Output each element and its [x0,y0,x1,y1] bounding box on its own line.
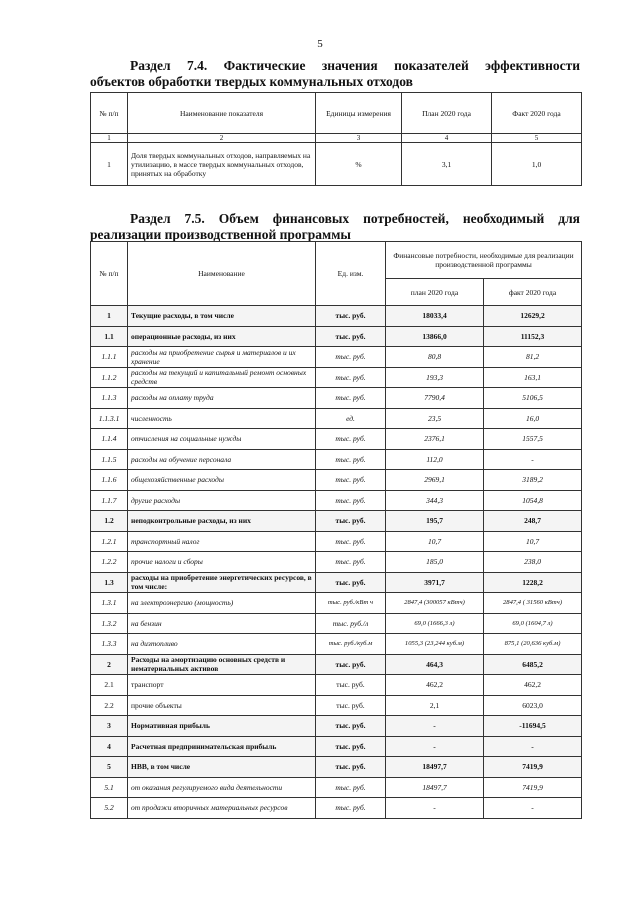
header-number: № п/п [91,242,128,306]
index-cell: 1 [91,134,128,143]
table-row [91,695,582,716]
fact-value: - [484,736,582,757]
table-row [91,716,582,737]
fact-value: - [484,798,582,819]
fact-value: 1,0 [492,143,582,186]
item-name: на бензин [128,613,316,634]
fact-value: 1054,8 [484,490,582,511]
row-number: 1.3.2 [91,613,128,634]
item-name: на электроэнергию (мощность) [128,593,316,614]
header-fact: факт 2020 года [484,279,582,306]
row-number: 1.1.1 [91,347,128,368]
plan-value: 2376,1 [386,429,484,450]
section-7-5-heading-line2: реализации производственной программы [90,227,351,242]
header-cell: Факт 2020 года [492,93,582,134]
row-number: 5.1 [91,777,128,798]
row-number: 1.1.3.1 [91,408,128,429]
header-cell: План 2020 года [402,93,492,134]
table-row [91,552,582,573]
row-number: 1 [91,306,128,327]
page-number: 5 [317,38,323,50]
unit-cell: тыс. руб./кВт ч [316,593,386,614]
row-number: 2 [91,654,128,675]
index-cell: 5 [492,134,582,143]
unit-cell: тыс. руб. [316,572,386,593]
row-number: 2.2 [91,695,128,716]
row-number: 2.1 [91,675,128,696]
item-name: общехозяйственные расходы [128,470,316,491]
item-name: расходы на приобретение энергетических ресурсов, в том числе: [128,572,316,593]
table-row [91,634,582,655]
item-name: от оказания регулируемого вида деятельности [128,777,316,798]
table-row [91,613,582,634]
plan-value: 2969,1 [386,470,484,491]
unit-cell: тыс. руб. [316,511,386,532]
unit-cell: тыс. руб. [316,367,386,388]
index-cell: 2 [128,134,316,143]
unit-cell: тыс. руб. [316,490,386,511]
fact-value: 163,1 [484,367,582,388]
fact-value: 10,7 [484,531,582,552]
index-cell: 3 [316,134,402,143]
row-number: 1.1.7 [91,490,128,511]
plan-value: 18497,7 [386,757,484,778]
item-name: на дизтопливо [128,634,316,655]
table-row [91,593,582,614]
table-row [91,449,582,470]
fact-value: 16,0 [484,408,582,429]
table-row [91,388,582,409]
unit-cell: тыс. руб. [316,449,386,470]
unit-cell: тыс. руб. [316,429,386,450]
section-7-4-heading-line1: Раздел 7.4. Фактические значения показателей эффективности [130,58,580,73]
plan-value: 10,7 [386,531,484,552]
fact-value: 6485,2 [484,654,582,675]
row-number: 1.1 [91,326,128,347]
item-name: Нормативная прибыль [128,716,316,737]
unit-cell: тыс. руб. [316,326,386,347]
plan-value: 462,2 [386,675,484,696]
section-7-4-heading [90,58,580,90]
unit-cell: тыс. руб. [316,757,386,778]
unit-cell: тыс. руб. [316,695,386,716]
header-name: Наименование [128,242,316,306]
item-name: расходы на текущий и капитальный ремонт основных средств [128,367,316,388]
unit-cell: тыс. руб. [316,716,386,737]
fact-value: - [484,449,582,470]
plan-value: 193,3 [386,367,484,388]
fact-value: 81,2 [484,347,582,368]
fact-value: 248,7 [484,511,582,532]
index-cell: 4 [402,134,492,143]
plan-value: 13866,0 [386,326,484,347]
unit-cell: тыс. руб. [316,777,386,798]
table-row [91,572,582,593]
unit-cell: ед. [316,408,386,429]
table-row [91,326,582,347]
item-name: прочие налоги и сборы [128,552,316,573]
fact-value: 11152,3 [484,326,582,347]
table-row [91,798,582,819]
financial-needs-table-body [91,242,582,819]
row-number: 5 [91,757,128,778]
plan-value: 195,7 [386,511,484,532]
fact-value: 2847,4 ( 31560 кВтч) [484,593,582,614]
plan-value: 7790,4 [386,388,484,409]
section-7-5-heading-line1: Раздел 7.5. Объем финансовых потребностей, необходимый для [130,211,580,226]
header-plan: план 2020 года [386,279,484,306]
row-number: 4 [91,736,128,757]
section-7-5-heading [90,211,580,243]
unit-cell: тыс. руб. [316,798,386,819]
unit-cell: тыс. руб. [316,388,386,409]
plan-value: 18497,7 [386,777,484,798]
plan-value: 3971,7 [386,572,484,593]
unit-cell: тыс. руб. [316,531,386,552]
item-name: прочие объекты [128,695,316,716]
row-number: 1.1.2 [91,367,128,388]
unit-cell: тыс. руб. [316,306,386,327]
item-name: Расходы на амортизацию основных средств и нематериальных активов [128,654,316,675]
unit-cell: тыс. руб. [316,347,386,368]
unit-cell: тыс. руб./л [316,613,386,634]
section-7-4-heading-line2: объектов обработки твердых коммунальных отходов [90,74,413,89]
plan-value: - [386,736,484,757]
fact-value: 7419,9 [484,757,582,778]
table-row [91,675,582,696]
plan-value: 69,0 (1666,3 л) [386,613,484,634]
item-name: неподконтрольные расходы, из них [128,511,316,532]
item-name: операционные расходы, из них [128,326,316,347]
header-financial-needs: Финансовые потребности, необходимые для реализации производственной программы [386,242,582,279]
column-index-row [91,134,582,143]
row-number: 1.3.3 [91,634,128,655]
fact-value: 5106,5 [484,388,582,409]
row-number: 1.1.3 [91,388,128,409]
header-cell: Единицы измерения [316,93,402,134]
row-number: 1.1.5 [91,449,128,470]
unit-cell: тыс. руб. [316,470,386,491]
plan-value: - [386,798,484,819]
header-cell: Наименование показателя [128,93,316,134]
financial-needs-table [90,241,582,819]
efficiency-indicators-table [90,92,582,186]
plan-value: 1055,3 (23,244 куб.м) [386,634,484,655]
table-header-row [91,93,582,134]
row-number: 1.1.6 [91,470,128,491]
table-row [91,347,582,368]
fact-value: 12629,2 [484,306,582,327]
fact-value: 3189,2 [484,470,582,491]
plan-value: 3,1 [402,143,492,186]
table-row [91,306,582,327]
fact-value: 238,0 [484,552,582,573]
fact-value: 6023,0 [484,695,582,716]
plan-value: - [386,716,484,737]
unit-cell: тыс. руб. [316,675,386,696]
table-row [91,367,582,388]
table-row [91,654,582,675]
item-name: транспорт [128,675,316,696]
row-number: 1.3.1 [91,593,128,614]
plan-value: 112,0 [386,449,484,470]
plan-value: 23,5 [386,408,484,429]
item-name: НВВ, в том числе [128,757,316,778]
fact-value: 1557,5 [484,429,582,450]
table-row [91,408,582,429]
item-name: расходы на оплату труда [128,388,316,409]
item-name: транспортный налог [128,531,316,552]
row-number: 1.3 [91,572,128,593]
row-number: 1.2.1 [91,531,128,552]
table-row [91,777,582,798]
table-row [91,736,582,757]
table-row [91,143,582,186]
fact-value: 69,0 (1604,7 л) [484,613,582,634]
unit-cell: тыс. руб./куб.м [316,634,386,655]
unit-cell: тыс. руб. [316,736,386,757]
fact-value: 462,2 [484,675,582,696]
table-row [91,511,582,532]
header-cell: № п/п [91,93,128,134]
fact-value: -11694,5 [484,716,582,737]
plan-value: 185,0 [386,552,484,573]
indicator-name: Доля твердых коммунальных отходов, направляемых на утилизацию, в массе твердых коммунальных отходов, принятых на обработку [128,143,316,186]
item-name: Текущие расходы, в том числе [128,306,316,327]
table-row [91,429,582,450]
fact-value: 7419,9 [484,777,582,798]
plan-value: 18033,4 [386,306,484,327]
header-unit: Ед. изм. [316,242,386,306]
fact-value: 875,1 (20,636 куб.м) [484,634,582,655]
row-number: 3 [91,716,128,737]
unit-cell: тыс. руб. [316,654,386,675]
item-name: отчисления на социальные нужды [128,429,316,450]
plan-value: 344,3 [386,490,484,511]
table-row [91,531,582,552]
item-name: Расчетная предпринимательская прибыль [128,736,316,757]
plan-value: 2,1 [386,695,484,716]
plan-value: 464,3 [386,654,484,675]
item-name: расходы на обучение персонала [128,449,316,470]
table-row [91,470,582,491]
item-name: численность [128,408,316,429]
plan-value: 2847,4 (300057 кВтч) [386,593,484,614]
table-row [91,490,582,511]
item-name: расходы на приобретение сырья и материалов и их хранение [128,347,316,368]
unit-cell: тыс. руб. [316,552,386,573]
row-number: 1.2.2 [91,552,128,573]
row-number: 1.2 [91,511,128,532]
row-number: 1 [91,143,128,186]
unit-cell: % [316,143,402,186]
row-number: 1.1.4 [91,429,128,450]
item-name: другие расходы [128,490,316,511]
row-number: 5.2 [91,798,128,819]
table-row [91,757,582,778]
plan-value: 80,8 [386,347,484,368]
item-name: от продажи вторичных материальных ресурсов [128,798,316,819]
table-header-row [91,242,582,279]
fact-value: 1228,2 [484,572,582,593]
